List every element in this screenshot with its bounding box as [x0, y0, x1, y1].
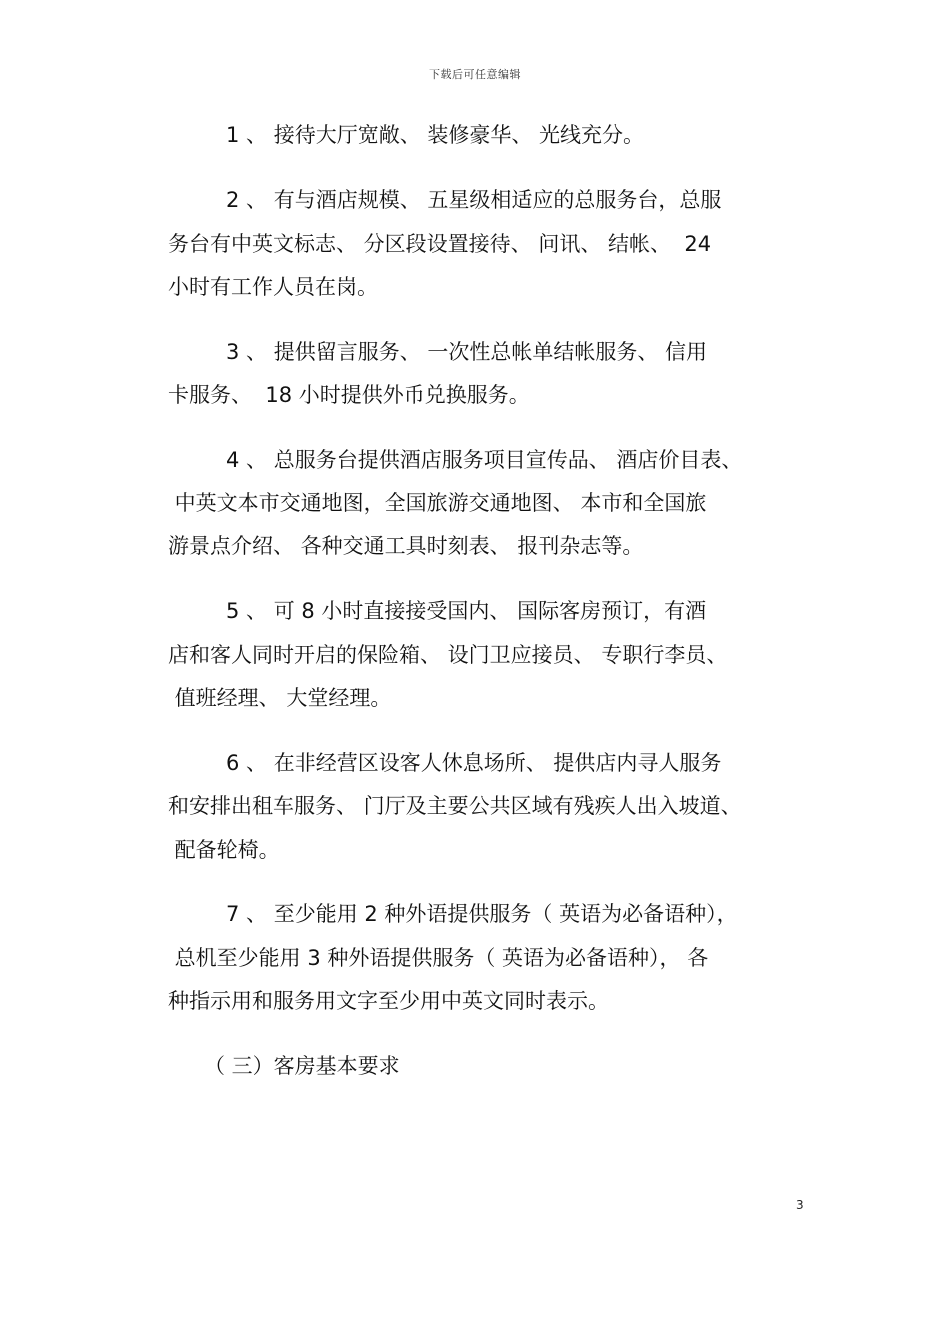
paragraph-6-line-1: 6 、 在非经营区设客人休息场所、 提供店内寻人服务 — [226, 751, 722, 775]
paragraph-5-line-3: 值班经理、 大堂经理。 — [168, 686, 392, 710]
paragraph-4-line-1: 4 、 总服务台提供酒店服务项目宣传品、 酒店价目表、 — [226, 448, 743, 472]
page-number: 3 — [796, 1198, 804, 1212]
paragraph-7-line-2: 总机至少能用 3 种外语提供服务（ 英语为必备语种）， 各 — [168, 946, 709, 970]
paragraph-7-line-1: 7 、 至少能用 2 种外语提供服务（ 英语为必备语种）， — [226, 902, 738, 926]
paragraph-4-line-3: 游景点介绍、 各种交通工具时刻表、 报刊杂志等。 — [168, 534, 644, 558]
paragraph-2-line-2: 务台有中英文标志、 分区段设置接待、 问讯、 结帐、 24 — [168, 232, 712, 256]
section-heading: （ 三）客房基本要求 — [204, 1054, 400, 1078]
paragraph-7-line-3: 种指示用和服务用文字至少用中英文同时表示。 — [168, 989, 609, 1013]
paragraph-6-line-2: 和安排出租车服务、 门厅及主要公共区域有残疾人出入坡道、 — [168, 794, 742, 818]
paragraph-2-line-3: 小时有工作人员在岗。 — [168, 275, 378, 299]
paragraph-5-line-2: 店和客人同时开启的保险箱、 设门卫应接员、 专职行李员、 — [168, 643, 728, 667]
page-header: 下载后可任意编辑 — [429, 68, 521, 81]
paragraph-6-line-3: 配备轮椅。 — [168, 838, 280, 862]
paragraph-5-line-1: 5 、 可 8 小时直接接受国内、 国际客房预订，有酒 — [226, 599, 707, 623]
paragraph-4-line-2: 中英文本市交通地图，全国旅游交通地图、 本市和全国旅 — [168, 491, 707, 515]
paragraph-3-line-1: 3 、 提供留言服务、 一次性总帐单结帐服务、 信用 — [226, 340, 708, 364]
paragraph-1-line-1: 1 、 接待大厅宽敞、 装修豪华、 光线充分。 — [226, 123, 645, 147]
paragraph-3-line-2: 卡服务、 18 小时提供外币兑换服务。 — [168, 383, 530, 407]
paragraph-2-line-1: 2 、 有与酒店规模、 五星级相适应的总服务台，总服 — [226, 188, 722, 212]
